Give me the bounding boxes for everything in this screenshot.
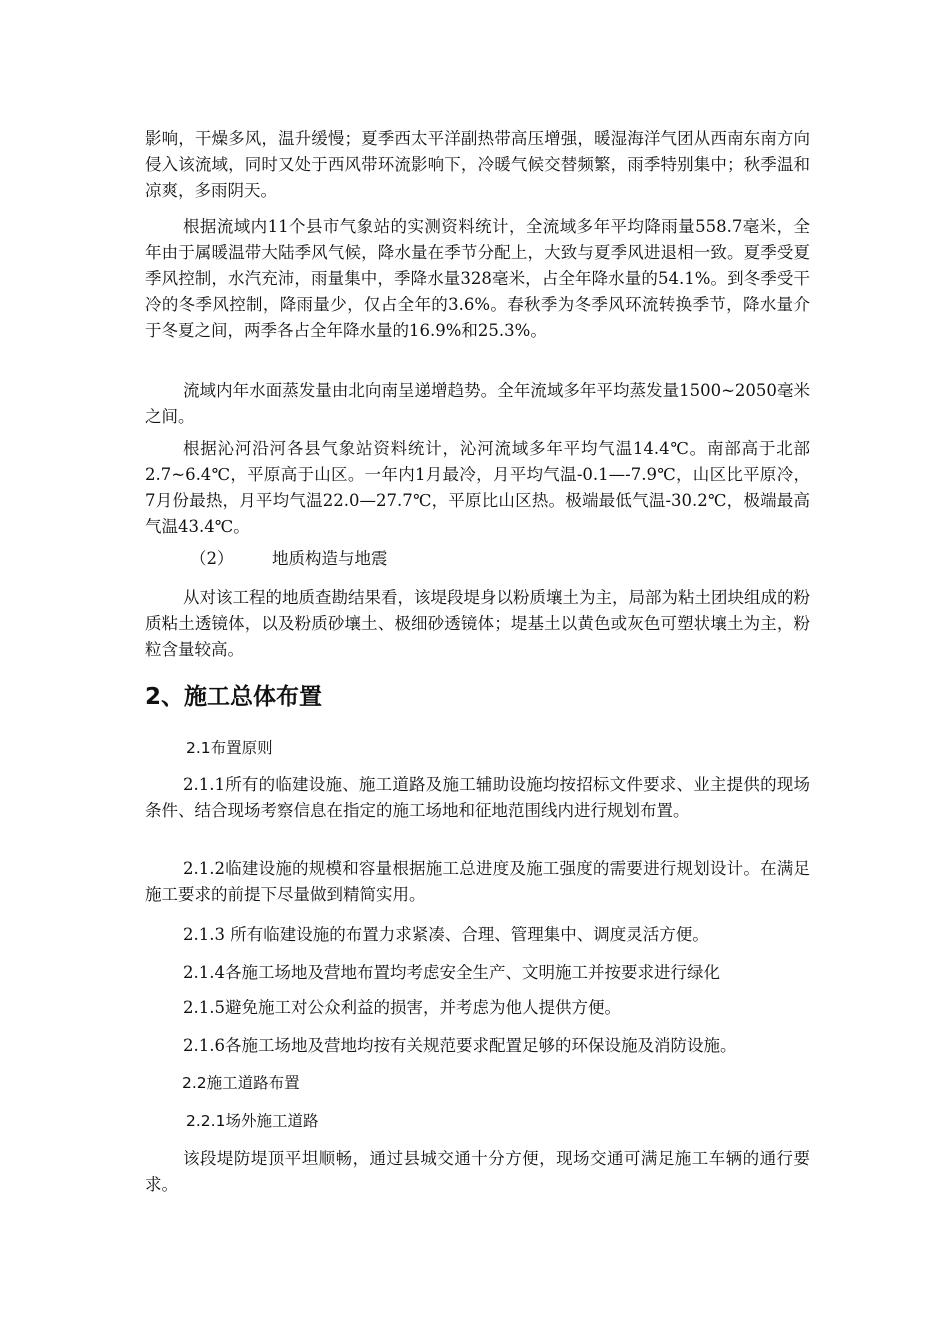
paragraph-2-1-3: 2.1.3 所有临建设施的布置力求紧凑、合理、管理集中、调度灵活方便。	[183, 925, 709, 944]
list-item-geology	[190, 546, 388, 572]
subheading-2-2: 2.2施工道路布置	[182, 1074, 300, 1092]
paragraph-2-1-6: 2.1.6各施工场地及营地均按有关规范要求配置足够的环保设施及消防设施。	[183, 1036, 737, 1055]
paragraph-2-1-5: 2.1.5避免施工对公众利益的损害，并考虑为他人提供方便。	[183, 998, 621, 1017]
list-item-title: 地质构造与地震	[272, 549, 388, 568]
paragraph-geology: 从对该工程的地质查勘结果看，该堤段堤身以粉质壤土为主，局部为粘土团块组成的粉质粘土透镜体，以及粉质砂壤土、极细砂透镜体；堤基土以黄色或灰色可塑状壤土为主，粉粒含量较高。	[145, 588, 810, 659]
paragraph-2-1-4: 2.1.4各施工场地及营地布置均考虑安全生产、文明施工并按要求进行绿化	[183, 963, 720, 982]
paragraph-2-1-1: 2.1.1所有的临建设施、施工道路及施工辅助设施均按招标文件要求、业主提供的现场条件、结合现场考察信息在指定的施工场地和征地范围线内进行规划布置。	[145, 775, 810, 820]
subheading-2-1: 2.1布置原则	[186, 739, 273, 757]
paragraph-evaporation: 流域内年水面蒸发量由北向南呈递增趋势。全年流域多年平均蒸发量1500~2050毫米之间。	[145, 381, 810, 426]
paragraph-climate-seasons: 影响，干燥多风，温升缓慢；夏季西太平洋副热带高压增强，暖湿海洋气团从西南东南方向侵入该流域，同时又处于西风带环流影响下，冷暖气候交替频繁，雨季特别集中；秋季温和凉爽，多雨阴天。	[145, 129, 810, 200]
paragraph-2-1-2: 2.1.2临建设施的规模和容量根据施工总进度及施工强度的需要进行规划设计。在满足施工要求的前提下尽量做到精简实用。	[145, 859, 810, 904]
paragraph-temperature: 根据沁河沿河各县气象站资料统计，沁河流域多年平均气温14.4℃。南部高于北部2.7~6.4℃，平原高于山区。一年内1月最冷，月平均气温-0.1—-7.9℃，山区比平原冷，7月份最热，月平均气温22.0—27.7℃，平原比山区热。极端最低气温-30.2℃，极端最高气温43.4℃。	[145, 439, 810, 536]
paragraph-precipitation: 根据流域内11个县市气象站的实测资料统计，全流域多年平均降雨量558.7毫米，全年由于属暖温带大陆季风气候，降水量在季节分配上，大致与夏季风进退相一致。夏季受夏季风控制，水汽充沛，雨量集中，季降水量328毫米，占全年降水量的54.1%。到冬季受干冷的冬季风控制，降雨量少，仅占全年的3.6%。春秋季为冬季风环流转换季节，降水量介于冬夏之间，两季各占全年降水量的16.9%和25.3%。	[145, 217, 810, 340]
paragraph-road: 该段堤防堤顶平坦顺畅，通过县城交通十分方便，现场交通可满足施工车辆的通行要求。	[145, 1149, 810, 1194]
section-heading: 2、施工总体布置	[145, 684, 323, 710]
subheading-2-2-1: 2.2.1场外施工道路	[186, 1112, 319, 1130]
list-item-number: （2）	[190, 549, 234, 568]
